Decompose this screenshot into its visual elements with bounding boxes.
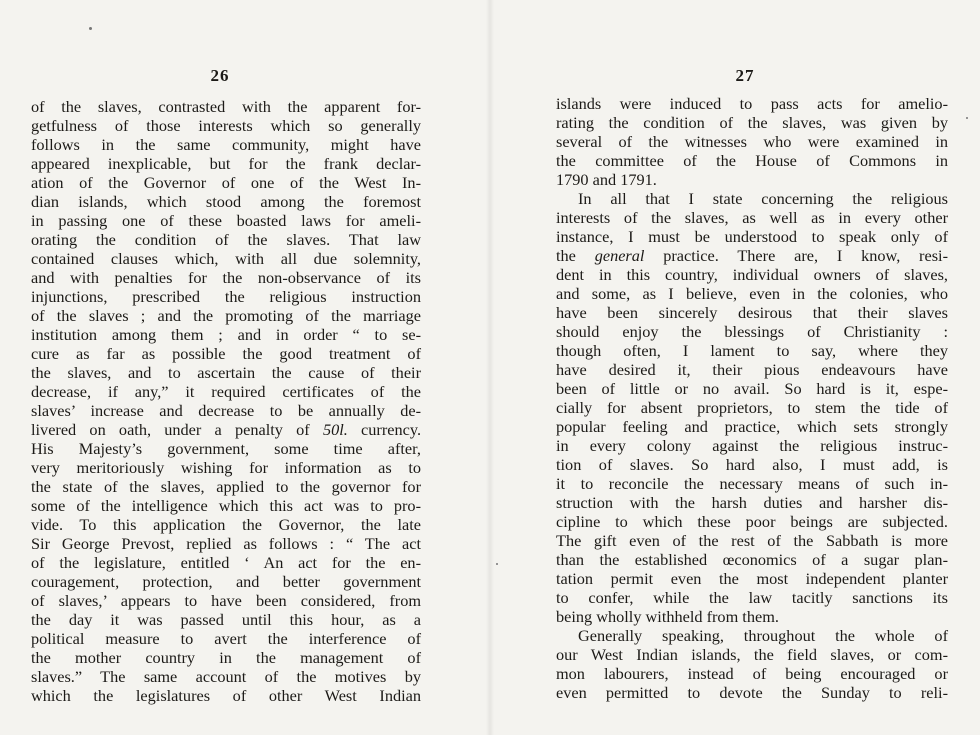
text-line: and some, as I believe, even in the colonies, who xyxy=(556,284,948,303)
paragraph-start-line: In all that I state concerning the religious xyxy=(578,189,948,208)
text-line: tion of slaves. So hard also, I must add, is xyxy=(556,455,948,474)
text-line: ation of the Governor of one of the West In- xyxy=(31,173,421,192)
text-line: The gift even of the rest of the Sabbath is more xyxy=(556,531,948,550)
paper-speck xyxy=(89,27,92,30)
text-line: of the slaves ; and the promoting of the marriage xyxy=(31,306,421,325)
text-line: popular feeling and practice, which sets strongly xyxy=(556,417,948,436)
text-line: been of little or no avail. So hard is it, espe- xyxy=(556,379,948,398)
text-line: institution among them ; and in order “ to se- xyxy=(31,325,421,344)
text-line: our West Indian islands, the field slaves, or com- xyxy=(556,645,948,664)
text-line: in passing one of these boasted laws for ameli- xyxy=(31,211,421,230)
text-line: it to reconcile the necessary means of such in- xyxy=(556,474,948,493)
text-line: mon labourers, instead of being encouraged or xyxy=(556,664,948,683)
paragraph-end-line: being wholly withheld from them. xyxy=(556,607,779,626)
text-line: of the slaves, contrasted with the apparent for- xyxy=(31,97,421,116)
text-line: instance, I must be understood to speak only of xyxy=(556,227,948,246)
text-line: dent in this country, individual owners of slaves, xyxy=(556,265,948,284)
text-line: slaves.” The same account of the motives by xyxy=(31,667,421,686)
text-line: of the legislature, entitled ‘ An act for the en- xyxy=(31,553,421,572)
paper-speck xyxy=(966,117,968,119)
text-line: injunctions, prescribed the religious instruction xyxy=(31,287,421,306)
text-line: appeared inexplicable, but for the frank declar- xyxy=(31,154,421,173)
text-line: which the legislatures of other West Indian xyxy=(31,686,421,705)
text-line: have been sincerely desirous that their slaves xyxy=(556,303,948,322)
paper-speck xyxy=(496,563,498,565)
text-line: in every colony against the religious instruc- xyxy=(556,436,948,455)
text-line: decrease, if any,” it required certificates of the xyxy=(31,382,421,401)
text-line: dian islands, which stood among the foremost xyxy=(31,192,421,211)
text-line: struction with the harsh duties and harsher dis- xyxy=(556,493,948,512)
text-line: the day it was passed until this hour, as a xyxy=(31,610,421,629)
text-line: of slaves,’ appears to have been considered, from xyxy=(31,591,421,610)
text-line: couragement, protection, and better government xyxy=(31,572,421,591)
text-line: than the established œconomics of a sugar plan- xyxy=(556,550,948,569)
text-line: getfulness of those interests which so generally xyxy=(31,116,421,135)
text-line: the state of the slaves, applied to the governor for xyxy=(31,477,421,496)
text-line: Sir George Prevost, replied as follows : “ The act xyxy=(31,534,421,553)
text-line: rating the condition of the slaves, was given by xyxy=(556,113,948,132)
text-line: have desired it, their pious endeavours have xyxy=(556,360,948,379)
text-line: the general practice. There are, I know, resi- xyxy=(556,246,948,265)
text-line: the mother country in the management of xyxy=(31,648,421,667)
text-line: interests of the slaves, as well as in every other xyxy=(556,208,948,227)
right-page-text xyxy=(556,94,948,702)
text-line: and with penalties for the non-observance of its xyxy=(31,268,421,287)
text-line: the slaves, and to ascertain the cause of their xyxy=(31,363,421,382)
text-line: orating the condition of the slaves. That law xyxy=(31,230,421,249)
text-line: political measure to avert the interference of xyxy=(31,629,421,648)
page-number-right: 27 xyxy=(735,66,755,85)
paragraph-start-line: Generally speaking, throughout the whole of xyxy=(578,626,948,645)
text-line: vide. To this application the Governor, the late xyxy=(31,515,421,534)
text-line: tation permit even the most independent planter xyxy=(556,569,948,588)
text-line: contained clauses which, with all due solemnity, xyxy=(31,249,421,268)
page-number-left: 26 xyxy=(210,66,230,85)
text-line: to confer, while the law tacitly sanctions its xyxy=(556,588,948,607)
text-line: follows in the same community, might have xyxy=(31,135,421,154)
text-line: though often, I lament to say, where they xyxy=(556,341,948,360)
text-line: even permitted to devote the Sunday to reli- xyxy=(556,683,948,702)
text-line: slaves’ increase and decrease to be annually de- xyxy=(31,401,421,420)
text-line: cure as far as possible the good treatment of xyxy=(31,344,421,363)
text-line: cially for absent proprietors, to stem the tide of xyxy=(556,398,948,417)
text-line: livered on oath, under a penalty of 50l. currency. xyxy=(31,420,422,439)
paragraph-end-line: 1790 and 1791. xyxy=(556,170,657,189)
text-line: should enjoy the blessings of Christianity : xyxy=(556,322,948,341)
left-page-text xyxy=(31,97,421,705)
text-line: His Majesty’s government, some time after, xyxy=(31,439,421,458)
text-line: very meritoriously wishing for information as to xyxy=(31,458,421,477)
text-line: islands were induced to pass acts for amelio- xyxy=(556,94,948,113)
text-line: some of the intelligence which this act was to pro- xyxy=(31,496,421,515)
text-line: cipline to which these poor beings are subjected. xyxy=(556,512,948,531)
text-line: the committee of the House of Commons in xyxy=(556,151,948,170)
text-line: several of the witnesses who were examined in xyxy=(556,132,948,151)
